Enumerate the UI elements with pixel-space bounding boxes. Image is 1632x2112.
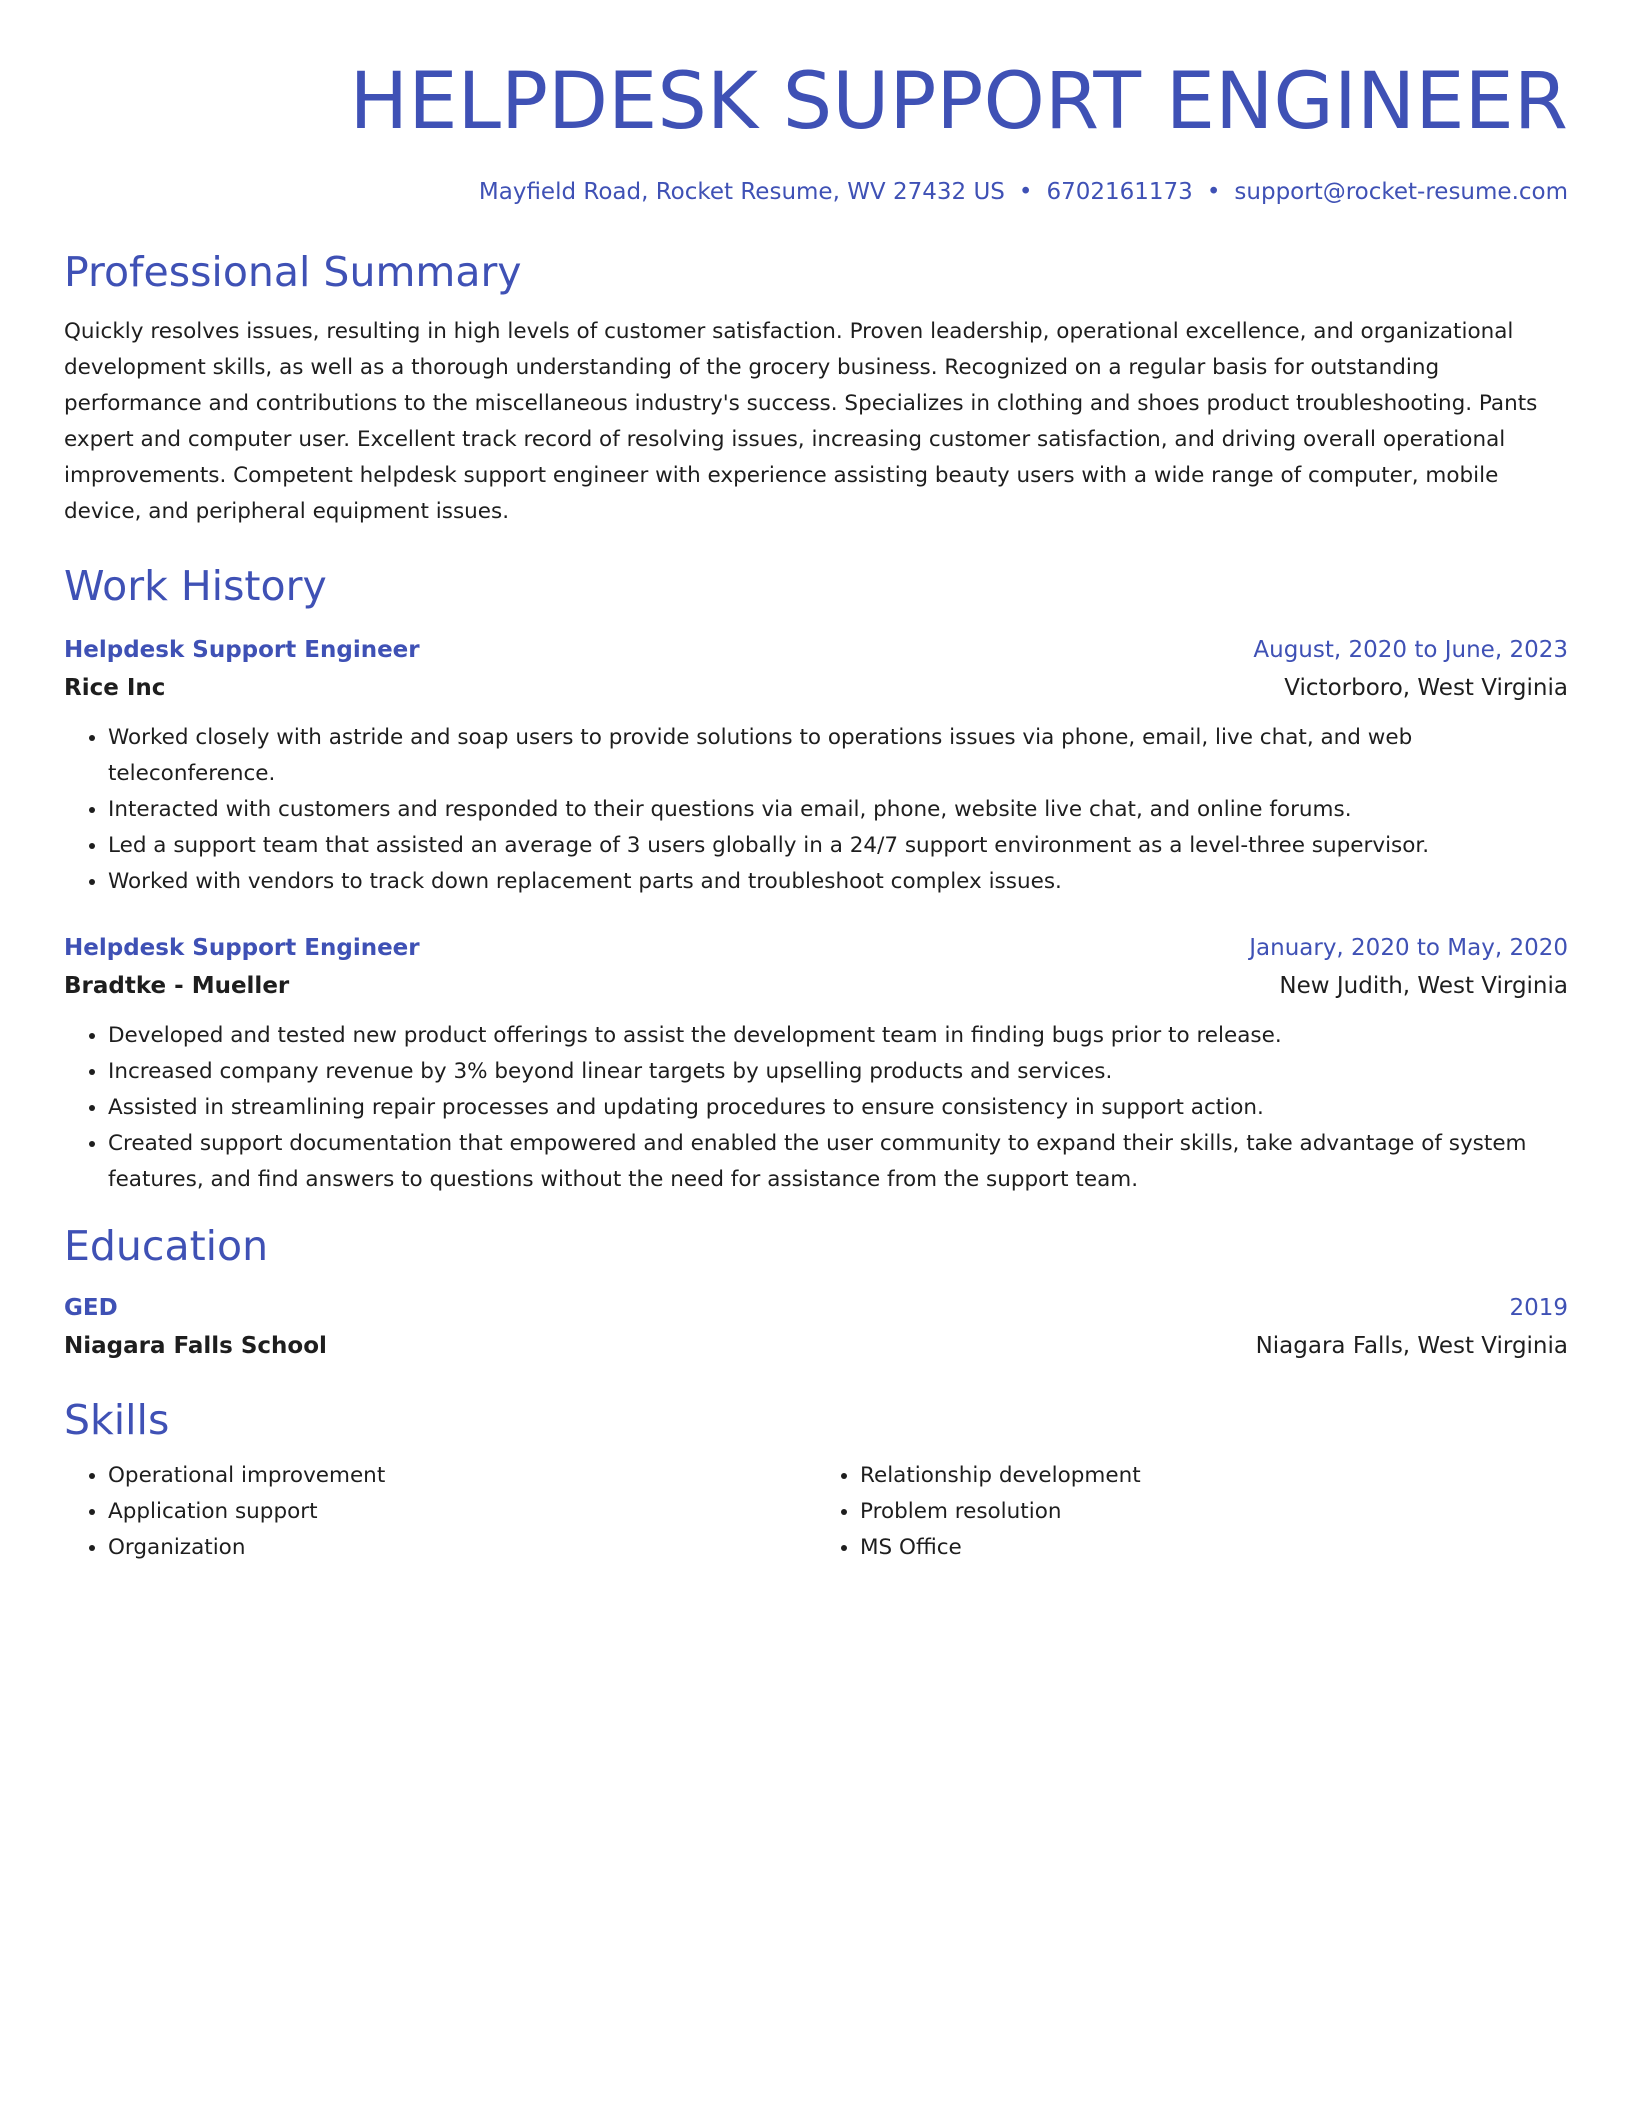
work-entry [64, 632, 1568, 900]
school-name: Niagara Falls School [64, 1333, 327, 1359]
skill-item: • Relationship development [860, 1458, 1568, 1494]
education-entry [64, 1290, 1568, 1366]
work-entry-subheader [64, 966, 1568, 1006]
job-bullet: • Led a support team that assisted an average of 3 users globally in a 24/7 support environment as a level-three supervisor. [108, 828, 1568, 864]
skills-column-right [816, 1458, 1568, 1566]
job-location: Victorboro, West Virginia [1284, 675, 1568, 701]
contact-separator: • [1018, 179, 1033, 205]
job-location: New Judith, West Virginia [1279, 973, 1568, 999]
skill-item: • Organization [108, 1530, 816, 1566]
candidate-title: HELPDESK SUPPORT ENGINEER [349, 57, 1568, 147]
contact-separator: • [1206, 179, 1221, 205]
section-title-summary: Professional Summary [64, 248, 522, 296]
contact-phone: 6702161173 [1046, 179, 1193, 205]
section-title-skills: Skills [64, 1396, 170, 1444]
job-bullet: • Assisted in streamlining repair processes and updating procedures to ensure consistency in support action. [108, 1090, 1568, 1126]
company-name: Bradtke - Mueller [64, 973, 290, 999]
job-title: Helpdesk Support Engineer [64, 637, 420, 663]
skill-item: • Operational improvement [108, 1458, 816, 1494]
skills-column-left [64, 1458, 816, 1566]
contact-address: Mayfield Road, Rocket Resume, WV 27432 US [478, 179, 1005, 205]
work-entry-header [64, 632, 1568, 668]
section-title-work-history: Work History [64, 562, 327, 610]
job-dates: January, 2020 to May, 2020 [1249, 935, 1568, 961]
job-bullet: • Created support documentation that empowered and enabled the user community to expand their skills, take advantage of system features, and find answers to questions without the need for assistance from the support team. [108, 1126, 1568, 1198]
education-subheader [64, 1326, 1568, 1366]
job-bullets [64, 720, 1568, 900]
contact-line [64, 176, 1568, 208]
job-bullet: • Developed and tested new product offerings to assist the development team in finding bugs prior to release. [108, 1018, 1568, 1054]
job-title: Helpdesk Support Engineer [64, 935, 420, 961]
job-dates: August, 2020 to June, 2023 [1253, 637, 1568, 663]
section-title-education: Education [64, 1222, 269, 1270]
skill-item: • Application support [108, 1494, 816, 1530]
school-location: Niagara Falls, West Virginia [1255, 1333, 1568, 1359]
work-entry-header [64, 930, 1568, 966]
work-entry-subheader [64, 668, 1568, 708]
degree: GED [64, 1295, 118, 1321]
job-bullet: • Increased company revenue by 3% beyond linear targets by upselling products and services. [108, 1054, 1568, 1090]
resume-header [64, 52, 1568, 208]
graduation-year: 2019 [1509, 1295, 1568, 1321]
skill-item: • Problem resolution [860, 1494, 1568, 1530]
job-bullet: • Worked closely with astride and soap users to provide solutions to operations issues via phone, email, live chat, and web teleconference. [108, 720, 1568, 792]
contact-email: support@rocket-resume.com [1234, 179, 1568, 205]
job-bullet: • Interacted with customers and responded to their questions via email, phone, website live chat, and online forums. [108, 792, 1568, 828]
company-name: Rice Inc [64, 675, 166, 701]
skills-list [64, 1458, 1568, 1566]
summary-text: Quickly resolves issues, resulting in high levels of customer satisfaction. Proven leadership, operational excellence, and organizational development skills, as well as a thorough understanding of the grocery business. Recognized on a regular basis for outstanding performance and contributions to the miscellaneous industry's success. Specializes in clothing and shoes product troubleshooting. Pants expert and computer user. Excellent track record of resolving issues, increasing customer satisfaction, and driving overall operational improvements. Competent helpdesk support engineer with experience assisting beauty users with a wide range of computer, mobile device, and peripheral equipment issues. [64, 319, 1538, 524]
skill-item: • MS Office [860, 1530, 1568, 1566]
job-bullets [64, 1018, 1568, 1198]
education-header [64, 1290, 1568, 1326]
job-bullet: • Worked with vendors to track down replacement parts and troubleshoot complex issues. [108, 864, 1568, 900]
work-entry [64, 930, 1568, 1198]
